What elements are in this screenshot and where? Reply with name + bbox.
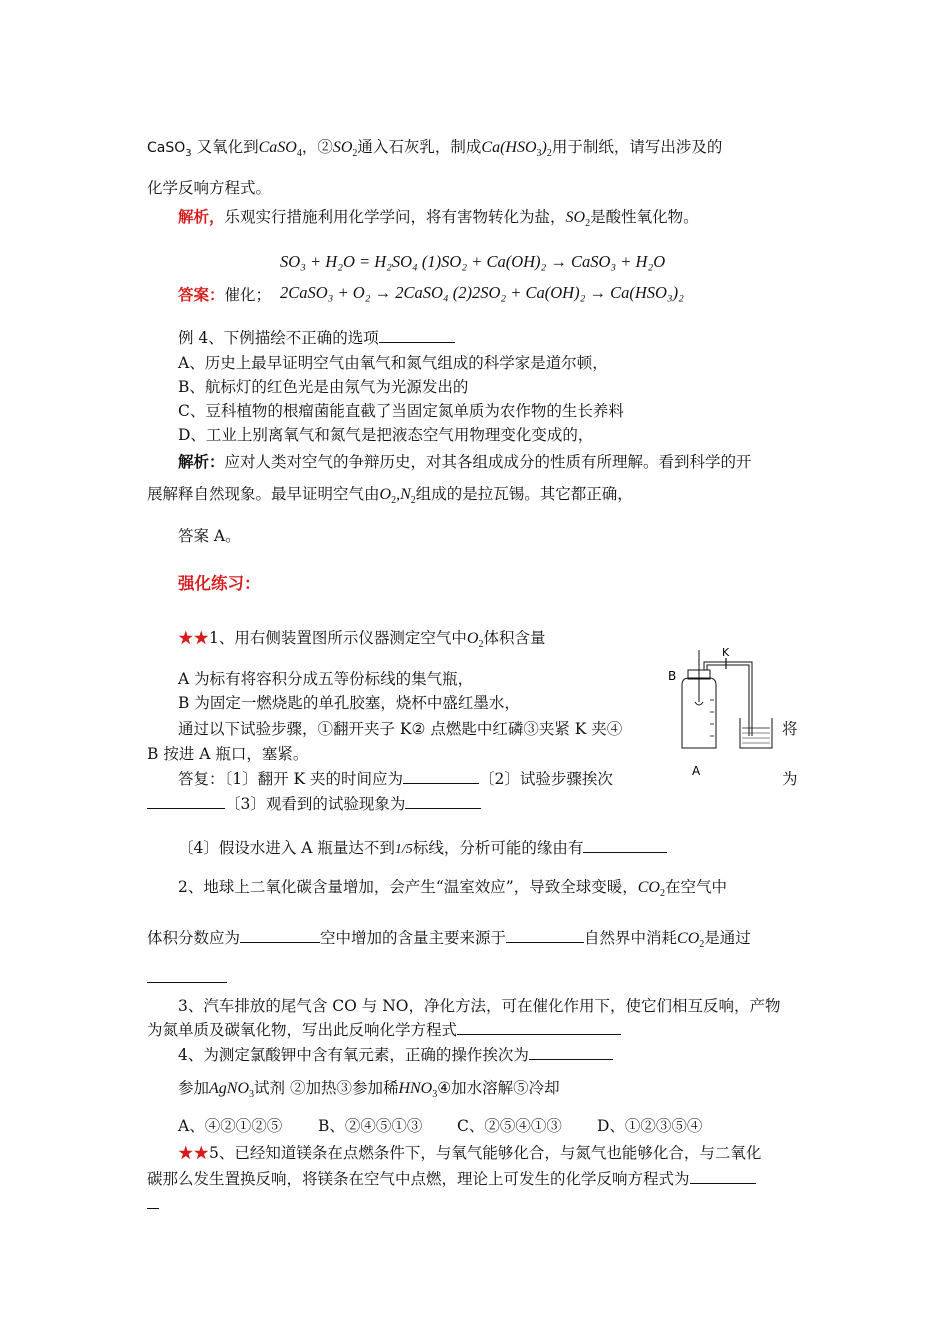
q5-line-1 (178, 1143, 761, 1163)
q1-answer-c (147, 794, 481, 814)
q4-choice-c: C、②⑤④①③ (457, 1117, 562, 1135)
example4-analysis-text-2a: 展解释自然现象。最早证明空气由 (147, 485, 380, 503)
example4-option-a: A、历史上最早证明空气由氧气和氮气组成的科学家是道尔顿， (178, 354, 608, 372)
q4-line-1 (178, 1045, 613, 1065)
q4-choice-a: A、④②①②⑤ (178, 1117, 283, 1135)
q1-answer-b-text: 〔2〕试验步骤挨次 (479, 770, 613, 788)
q1-answer-c-text: 〔3〕观看到的试验现象为 (225, 795, 406, 813)
example4-question-text: 例 4、下例描绘不正确的选项 (178, 329, 379, 347)
example4-analysis-line-1 (178, 452, 752, 472)
answer-blank (379, 328, 455, 343)
analysis-text: 乐观实行措施利用化学学问，将有害物转化为盐， (224, 208, 566, 226)
q2-line-1-tail: 在空气中 (664, 878, 727, 896)
intro-text-e: 用于制纸，请写出涉及的 (551, 138, 723, 156)
q5-line-1-text: 5、已经知道镁条在点燃条件下，与氧气能够化合，与氮气也能够化合，与二氧化 (209, 1144, 762, 1162)
answer-blank (240, 928, 320, 943)
q1-answer-d-text-a: 〔4〕假设水进入 A 瓶量达不到 (178, 839, 395, 857)
q3-line-2 (147, 1020, 621, 1040)
example4-analysis-text: 应对人类对空气的争辩历史，对其各组成成分的性质有所理解。看到科学的开 (224, 453, 752, 471)
q2-line-1 (178, 877, 727, 904)
q4-step-c: ④加水溶解⑤冷却 (437, 1079, 560, 1097)
answer-equation-1: SO₃ + H₂O = H₂SO₄ (1)SO₂ + Ca(OH)₂ → CaSO₃ + H₂O (280, 252, 666, 271)
q1-title-text: 1、用右侧装置图所示仪器测定空气中 (209, 629, 467, 647)
example4-analysis-label: 解析： (178, 452, 225, 471)
q4-choice-b: B、②④⑤①③ (318, 1117, 423, 1135)
q1-answer-b-tail: 为 (782, 770, 798, 788)
formula-caso3: CaSO$_3$ (147, 140, 192, 159)
formula-so2: $SO_2$ (332, 139, 358, 160)
formula-hno3: $HNO_3$ (398, 1080, 438, 1101)
formula-o2-q1: $O_2$ (466, 630, 484, 651)
practice-heading: 强化练习： (178, 574, 261, 593)
analysis-tail: 是酸性氧化物。 (590, 208, 699, 226)
answer-blank (405, 794, 481, 809)
q1-line-b2: B 按进 A 瓶口，塞紧。 (147, 745, 309, 763)
answer-blank (147, 1194, 159, 1209)
formula-co2-b: $CO_2$ (677, 930, 705, 951)
q1-line-b: B 为固定一燃烧匙的单孔胶塞，烧杯中盛红墨水， (178, 694, 520, 712)
q2-line-2-text-a: 体积分数应为 (147, 929, 241, 947)
q3-line-2-text: 为氮单质及碳氧化物，写出此反响化学方程式 (147, 1021, 458, 1039)
answer-blank (690, 1169, 756, 1184)
q3-line-1: 3、汽车排放的尾气含 CO 与 NO，净化方法，可在催化作用下，使它们相互反响，产物 (178, 997, 781, 1015)
answer-blank (583, 838, 667, 853)
q4-line-1-text: 4、为测定氯酸钾中含有氧元素，正确的操作挨次为 (178, 1046, 529, 1064)
intro-text-d: 通入石灰乳，制成 (357, 138, 482, 156)
analysis-1 (178, 207, 699, 234)
q4-choice-d: D、①②③⑤④ (597, 1117, 703, 1135)
answer-blank (529, 1045, 613, 1060)
q5-line-2 (147, 1169, 756, 1189)
answer-equation-2: 2CaSO₃ + O₂ → 2CaSO₄ (2)2SO₂ + Ca(OH)₂ → Ca(HSO₃)₂ (280, 283, 684, 302)
intro-line-2: 化学反响方程式。 (147, 179, 272, 197)
intro-text-b: 又氧化到 (196, 138, 259, 156)
example4-option-c: C、豆科植物的根瘤菌能直截了当固定氮单质为农作物的生长养料 (178, 402, 624, 420)
star-icon: ★★ (178, 629, 210, 647)
intro-text-c: ，② (301, 138, 333, 156)
answer-blank (506, 928, 584, 943)
q1-answer-a-text: 答复：〔1〕翻开 K 夹的时间应为 (178, 770, 404, 788)
formula-so2-b: $SO_2$ (565, 209, 591, 230)
q2-line-2-text-d: 是通过 (704, 929, 751, 947)
answer-1 (178, 285, 271, 305)
label-k: K (722, 646, 730, 659)
analysis-label: 解析， (178, 207, 225, 226)
label-a: A (692, 764, 701, 778)
example4-answer: 答案 A。 (178, 527, 241, 545)
example4-option-b: B、航标灯的红色光是由氖气为光源发出的 (178, 378, 469, 396)
q1-steps-tail: 将 (782, 720, 798, 738)
q4-steps (178, 1078, 560, 1105)
fraction-one-fifth: 1/5 (394, 842, 413, 857)
answer-blank (147, 968, 227, 983)
q4-step-a: 参加 (178, 1079, 210, 1097)
formula-co2: $CO_2$ (637, 879, 665, 900)
q2-line-1-text: 2、地球上二氧化碳含量增加，会产生“温室效应”，导致全球变暖， (178, 878, 638, 896)
q1-steps: 通过以下试验步骤，①翻开夹子 K② 点燃匙中红磷③夹紧 K 夹④ (178, 720, 623, 738)
answer-label: 答案： (178, 285, 225, 304)
answer-blank (147, 794, 225, 809)
q1-answer-d-text-b: 标线，分析可能的缘由有 (412, 839, 584, 857)
star-icon: ★★ (178, 1144, 210, 1162)
intro-line-1 (147, 137, 722, 164)
formula-agno3: AgNO$_3$ (209, 1080, 255, 1101)
formula-o2-n2: $O_2,N_2$ (379, 486, 416, 507)
q1-answer-a (178, 769, 613, 789)
q4-step-b: 试剂 ②加热③参加稀 (254, 1079, 399, 1097)
example4-question (178, 328, 455, 348)
answer-blank (403, 769, 479, 784)
answer-blank (457, 1020, 621, 1035)
q1-title-tail: 体积含量 (483, 629, 546, 647)
q1-answer-d (178, 838, 667, 860)
q5-line-2-text: 碳那么发生置换反响，将镁条在空气中点燃，理论上可发生的化学反响方程式为 (147, 1170, 690, 1188)
q2-line-3 (147, 968, 227, 988)
example4-option-d: D、工业上别离氧气和氮气是把液态空气用物理变化变成的， (178, 426, 594, 444)
example4-analysis-text-2b: 组成的是拉瓦锡。其它都正确， (415, 485, 633, 503)
q1-title (178, 628, 545, 655)
example4-analysis-line-2 (147, 484, 633, 511)
q1-line-a: A 为标有将容积分成五等份标线的集气瓶， (178, 670, 474, 688)
q5-line-3 (147, 1194, 159, 1214)
label-b: B (668, 669, 677, 683)
q2-line-2-text-b: 空中增加的含量主要来源于 (320, 929, 507, 947)
answer-text: 催化； (224, 286, 272, 304)
formula-caso4: CaSO$_4$ (258, 139, 302, 160)
formula-cahso3: $Ca(HSO_3)_2$ (481, 139, 552, 160)
q2-line-2 (147, 928, 751, 955)
apparatus-diagram (664, 640, 784, 780)
q2-line-2-text-c: 自然界中消耗 (584, 929, 678, 947)
connecting-tube (704, 662, 752, 736)
